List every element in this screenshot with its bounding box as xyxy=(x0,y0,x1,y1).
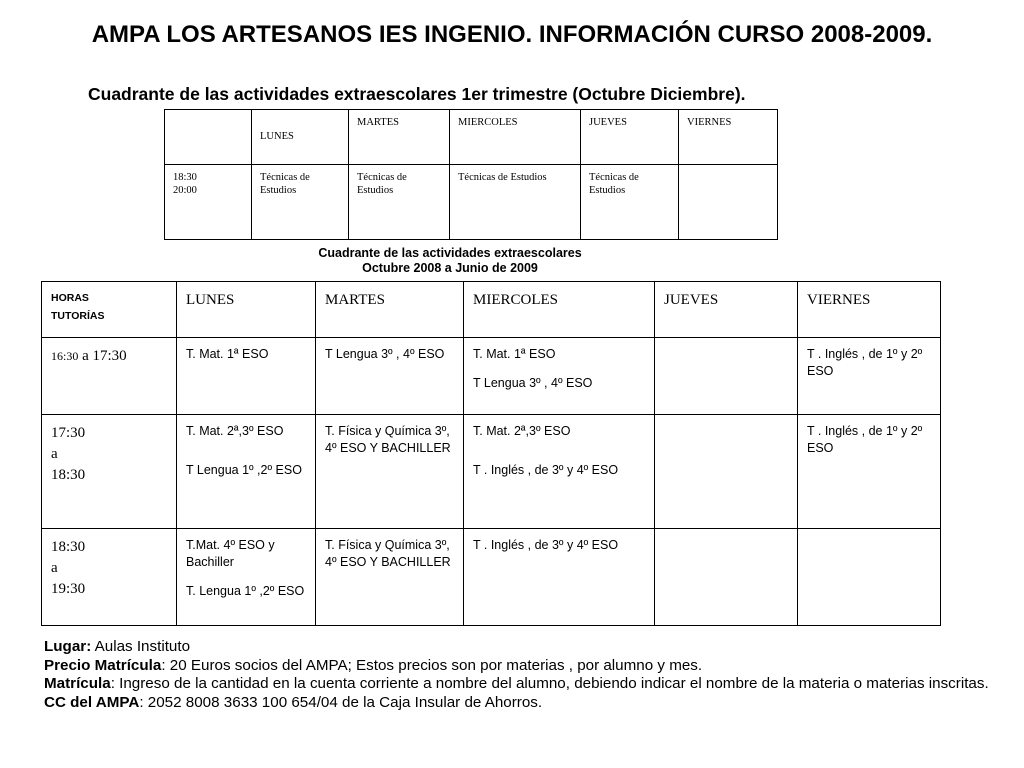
table2-row2-jueves xyxy=(655,415,798,529)
table2-row3-time-end: 19:30 xyxy=(51,581,86,597)
table2-row1-time-start: 16:30 xyxy=(51,349,79,363)
table2-row2-martes xyxy=(316,415,464,529)
table1-cell-miercoles: Técnicas de Estudios xyxy=(450,165,581,240)
table1-header-jueves: JUEVES xyxy=(581,110,679,165)
table2-row2-time-start: 17:30 xyxy=(51,425,86,441)
lugar-line xyxy=(44,638,1004,657)
table2-row3-jueves xyxy=(655,529,798,626)
table1-header-viernes: VIERNES xyxy=(679,110,778,165)
table2-row1-miercoles xyxy=(464,338,655,415)
table1-cell-viernes xyxy=(679,165,778,240)
table2-row1-time-sep: a xyxy=(82,348,89,364)
table2-row3-time xyxy=(42,529,177,626)
table2-title xyxy=(200,246,700,276)
table2-title-line1: Cuadrante de las actividades extraescolares xyxy=(318,246,582,260)
table2-row1-time xyxy=(42,338,177,415)
matricula-line xyxy=(44,675,1004,694)
precio-value: : 20 Euros socios del AMPA; Estos precios son por materias , por alumno y mes. xyxy=(161,656,703,674)
table2-row2-time-sep: a xyxy=(51,446,58,462)
precio-line xyxy=(44,657,1004,676)
activity: T . Inglés , de 3º y 4º ESO xyxy=(473,538,619,552)
table2-row1-martes xyxy=(316,338,464,415)
activity: T Lengua 3º , 4º ESO xyxy=(473,376,593,390)
table2-row2-lunes xyxy=(177,415,316,529)
activity: T. Lengua 1º ,2º ESO xyxy=(186,584,305,598)
matricula-label: Matrícula xyxy=(44,675,111,693)
matricula-value: : Ingreso de la cantidad en la cuenta corriente a nombre del alumno, debiendo indicar el nombre de la materia o materias inscritas. xyxy=(110,675,989,693)
page-subtitle: Cuadrante de las actividades extraescolares 1er trimestre (Octubre Diciembre). xyxy=(88,84,746,104)
table2-row2-viernes xyxy=(798,415,941,529)
activity: T Lengua 1º ,2º ESO xyxy=(186,463,302,477)
table1-time-end: 20:00 xyxy=(173,185,197,196)
table1-time-cell xyxy=(165,165,252,240)
table2-row3-viernes xyxy=(798,529,941,626)
activity: T. Mat. 2ª,3º ESO xyxy=(186,424,284,438)
table2-header-viernes: VIERNES xyxy=(798,282,941,338)
activity: T. Física y Química 3º, 4º ESO Y BACHILLER xyxy=(325,424,451,455)
cc-value: : 2052 8008 3633 100 654/04 de la Caja Insular de Ahorros. xyxy=(139,693,543,711)
table2-header-lunes: LUNES xyxy=(177,282,316,338)
table2-row2-time xyxy=(42,415,177,529)
table2-header-hours xyxy=(42,282,177,338)
table2-header-martes: MARTES xyxy=(316,282,464,338)
table1-header-martes: MARTES xyxy=(349,110,450,165)
cc-label: CC del AMPA xyxy=(44,693,140,711)
cc-line xyxy=(44,694,1004,713)
table2-row2-miercoles xyxy=(464,415,655,529)
lugar-label: Lugar: xyxy=(44,638,92,655)
table2-title-line2: Octubre 2008 a Junio de 2009 xyxy=(362,261,538,275)
lugar-value: Aulas Instituto xyxy=(91,638,191,655)
table2-row1-viernes xyxy=(798,338,941,415)
activity: T. Mat. 1ª ESO xyxy=(473,347,556,361)
table1-header-empty xyxy=(165,110,252,165)
activity: T.Mat. 4º ESO y Bachiller xyxy=(186,538,275,569)
table2-row1-lunes xyxy=(177,338,316,415)
page-title: AMPA LOS ARTESANOS IES INGENIO. INFORMACIÓN CURSO 2008-2009. xyxy=(91,21,933,48)
table2-row3-time-start: 18:30 xyxy=(51,539,86,555)
activity: T. Física y Química 3º, 4º ESO Y BACHILLER xyxy=(325,538,451,569)
activity: T . Inglés , de 1º y 2º ESO xyxy=(807,424,923,455)
table2-row1-jueves xyxy=(655,338,798,415)
table2-row3-time-sep: a xyxy=(51,560,58,576)
yearly-schedule-table xyxy=(41,281,941,626)
table2-row2-time-end: 18:30 xyxy=(51,467,86,483)
table2-row3-martes xyxy=(316,529,464,626)
footer-info xyxy=(44,638,1004,712)
activity: T Lengua 3º , 4º ESO xyxy=(325,347,445,361)
activity: T . Inglés , de 3º y 4º ESO xyxy=(473,463,619,477)
table1-header-miercoles: MIERCOLES xyxy=(450,110,581,165)
table2-row3-miercoles xyxy=(464,529,655,626)
table2-row3-lunes xyxy=(177,529,316,626)
first-trimester-table xyxy=(164,109,778,240)
table2-row1-time-end: 17:30 xyxy=(92,348,127,364)
table1-cell-martes: Técnicas de Estudios xyxy=(349,165,450,240)
table2-header-jueves: JUEVES xyxy=(655,282,798,338)
table2-header-hours-line1: HORAS xyxy=(51,292,89,304)
table2-header-miercoles: MIERCOLES xyxy=(464,282,655,338)
table1-header-lunes: LUNES xyxy=(252,110,349,165)
activity: T. Mat. 2ª,3º ESO xyxy=(473,424,571,438)
table1-cell-jueves: Técnicas de Estudios xyxy=(581,165,679,240)
precio-label: Precio Matrícula xyxy=(44,656,162,674)
activity: T. Mat. 1ª ESO xyxy=(186,347,269,361)
activity: T . Inglés , de 1º y 2º ESO xyxy=(807,347,923,378)
table1-cell-lunes: Técnicas de Estudios xyxy=(252,165,349,240)
table2-header-hours-line2: TUTORÍAS xyxy=(51,310,105,322)
table1-time-start: 18:30 xyxy=(173,172,197,183)
